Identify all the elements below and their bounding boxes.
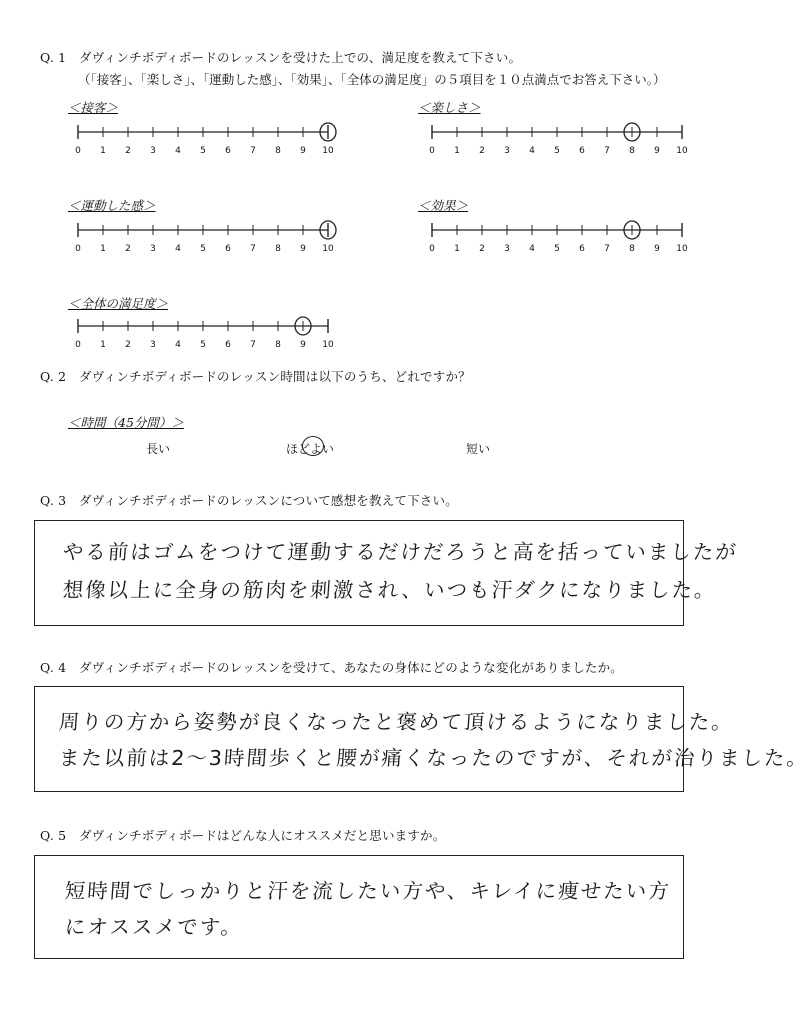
scale-tick-label: 9 <box>300 244 306 254</box>
q3-answer-line-1: やる前はゴムをつけて運動するだけだろうと高を括っていましたが <box>62 540 739 564</box>
scale-tick-label: 2 <box>479 244 485 254</box>
scale-tick-label: 8 <box>275 244 281 254</box>
scale-tick-label: 3 <box>504 146 510 156</box>
q3-answer-box[interactable] <box>34 520 739 626</box>
scale-tick-label: 9 <box>654 244 660 254</box>
rating-scale-fun[interactable] <box>429 122 688 156</box>
scale-label-effect: ＜効果＞ <box>418 198 469 213</box>
scale-tick-label: 0 <box>75 340 81 350</box>
scale-tick-label: 8 <box>629 244 635 254</box>
scale-tick-label: 2 <box>125 340 131 350</box>
q5-answer-line-1: 短時間でしっかりと汗を流したい方や、キレイに痩せたい方 <box>64 879 672 903</box>
scale-tick-label: 10 <box>322 244 334 254</box>
q1-subtitle: （「接客」、「楽しさ」、「運動した感」、「効果」、「全体の満足度」の５項目を１０点満点でお答え下さい。） <box>78 72 666 87</box>
scale-svg <box>429 122 688 156</box>
q3-title: Q. 3 ダヴィンチボディボードのレッスンについて感想を教えて下さい。 <box>40 493 458 508</box>
q4-answer-line-1: 周りの方から姿勢が良くなったと褒めて頂けるようになりました。 <box>58 710 735 734</box>
scale-tick-label: 10 <box>676 146 688 156</box>
scale-tick-label: 7 <box>604 244 610 254</box>
scale-tick-label: 7 <box>250 340 256 350</box>
scale-tick-label: 0 <box>75 244 81 254</box>
scale-tick-label: 4 <box>175 146 181 156</box>
scale-svg <box>75 122 334 156</box>
rating-scale-effect[interactable] <box>429 220 688 254</box>
scale-tick-label: 2 <box>125 244 131 254</box>
scale-tick-label: 5 <box>200 340 206 350</box>
q2-time-label: ＜時間（45分間）＞ <box>68 415 184 430</box>
scale-tick-label: 9 <box>654 146 660 156</box>
scale-tick-label: 8 <box>275 146 281 156</box>
scale-tick-label: 3 <box>150 244 156 254</box>
scale-tick-label: 4 <box>529 244 535 254</box>
rating-scale-overall[interactable] <box>75 316 334 350</box>
scale-tick-label: 0 <box>429 146 435 156</box>
option-long[interactable]: 長い <box>146 442 171 456</box>
scale-tick-label: 6 <box>225 340 231 350</box>
scale-tick-label: 4 <box>175 244 181 254</box>
scale-tick-label: 3 <box>150 146 156 156</box>
scale-label-service: ＜接客＞ <box>68 100 119 115</box>
scale-tick-label: 1 <box>100 146 106 156</box>
scale-tick-label: 8 <box>629 146 635 156</box>
scale-tick-label: 8 <box>275 340 281 350</box>
option-just-right[interactable]: ほどよい <box>286 442 335 456</box>
q2-title: Q. 2 ダヴィンチボディボードのレッスン時間は以下のうち、どれですか？ <box>40 369 471 384</box>
scale-svg <box>429 220 688 254</box>
scale-tick-label: 3 <box>504 244 510 254</box>
scale-tick-label: 9 <box>300 340 306 350</box>
scale-label-fun: ＜楽しさ＞ <box>418 100 481 115</box>
q4-title: Q. 4 ダヴィンチボディボードのレッスンを受けて、あなたの身体にどのような変化がありましたか。 <box>40 660 624 675</box>
scale-tick-label: 2 <box>479 146 485 156</box>
scale-tick-label: 10 <box>322 146 334 156</box>
scale-tick-label: 2 <box>125 146 131 156</box>
scale-tick-label: 6 <box>579 146 585 156</box>
scale-tick-label: 7 <box>250 146 256 156</box>
scale-tick-label: 6 <box>225 244 231 254</box>
scale-tick-label: 10 <box>676 244 688 254</box>
scale-tick-label: 1 <box>100 244 106 254</box>
scale-svg <box>75 316 334 350</box>
scale-tick-label: 0 <box>429 244 435 254</box>
q1-title: Q. 1 ダヴィンチボディボードのレッスンを受けた上での、満足度を教えて下さい。 <box>40 50 522 65</box>
scale-label-workout-feel: ＜運動した感＞ <box>68 198 156 213</box>
scale-tick-label: 6 <box>225 146 231 156</box>
scale-tick-label: 5 <box>200 146 206 156</box>
q3-answer-line-2: 想像以上に全身の筋肉を刺激され、いつも汗ダクになりました。 <box>62 578 718 602</box>
scale-tick-label: 6 <box>579 244 585 254</box>
scale-tick-label: 1 <box>454 244 460 254</box>
q4-answer-box[interactable] <box>34 686 810 792</box>
scale-tick-label: 7 <box>250 244 256 254</box>
scale-tick-label: 5 <box>200 244 206 254</box>
selected-option-circle <box>302 436 324 456</box>
q5-title: Q. 5 ダヴィンチボディボードはどんな人にオススメだと思いますか。 <box>40 828 446 843</box>
scale-tick-label: 4 <box>175 340 181 350</box>
scale-tick-label: 5 <box>554 244 560 254</box>
q5-answer-line-2: にオススメです。 <box>64 915 244 939</box>
scale-tick-label: 7 <box>604 146 610 156</box>
scale-tick-label: 4 <box>529 146 535 156</box>
scale-svg <box>75 220 334 254</box>
scale-tick-label: 1 <box>454 146 460 156</box>
q4-answer-line-2: また以前は2～3時間歩くと腰が痛くなったのですが、それが治りました。 <box>58 746 810 770</box>
scale-label-overall: ＜全体の満足度＞ <box>68 296 169 311</box>
scale-tick-label: 1 <box>100 340 106 350</box>
scale-tick-label: 3 <box>150 340 156 350</box>
rating-scale-service[interactable] <box>75 122 334 156</box>
rating-scale-workout-feel[interactable] <box>75 220 334 254</box>
scale-tick-label: 9 <box>300 146 306 156</box>
scale-tick-label: 0 <box>75 146 81 156</box>
scale-tick-label: 5 <box>554 146 560 156</box>
option-short[interactable]: 短い <box>466 442 491 456</box>
scale-tick-label: 10 <box>322 340 334 350</box>
q5-answer-box[interactable] <box>34 855 684 959</box>
